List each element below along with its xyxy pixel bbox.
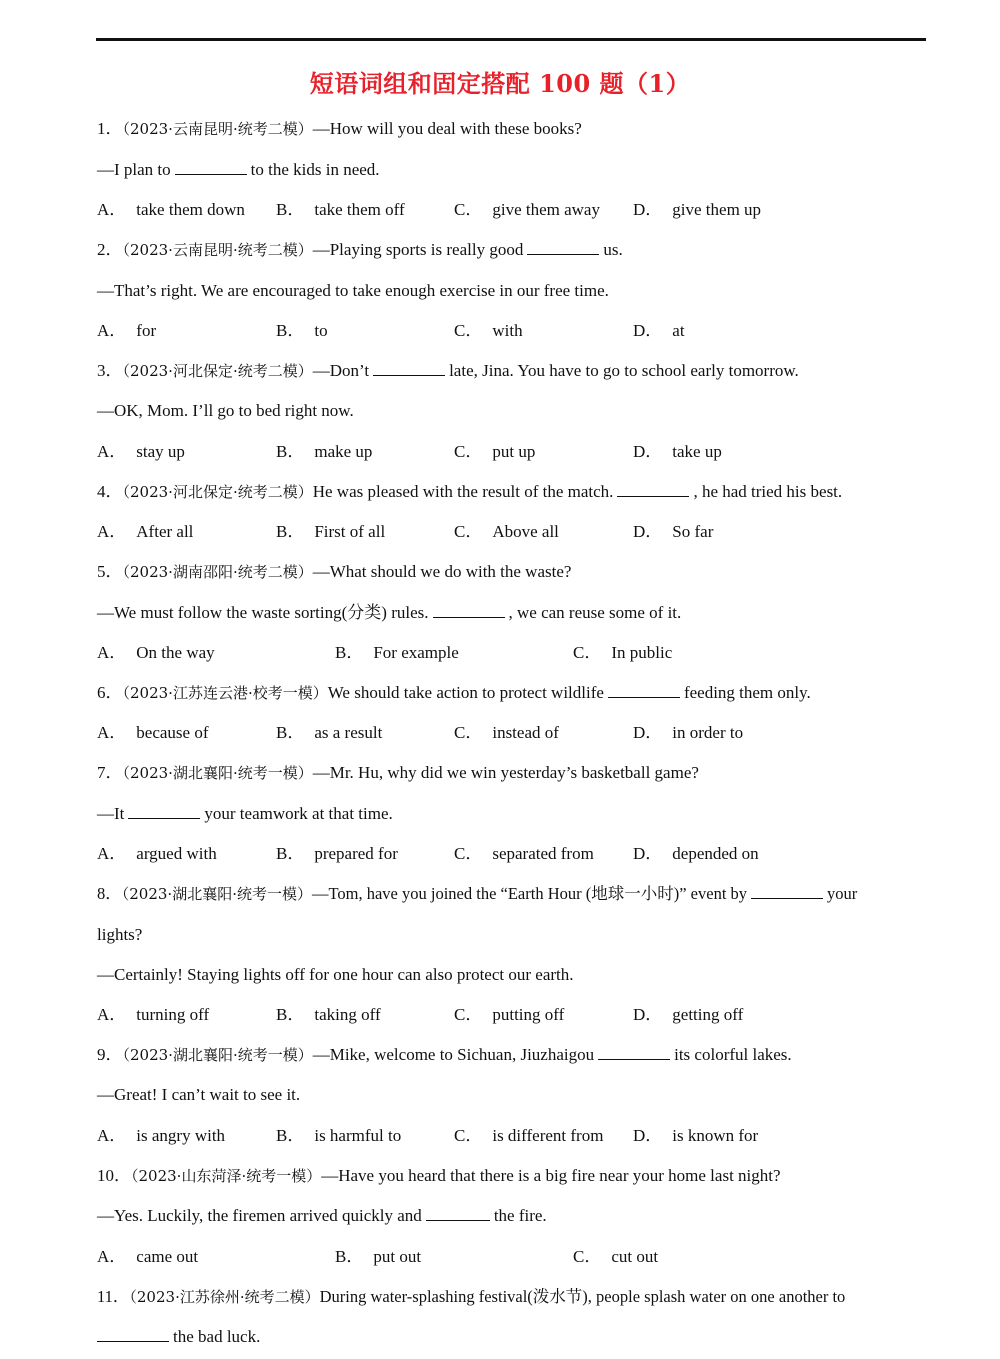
option-c[interactable]: [573, 1246, 658, 1268]
source: （2023·河北保定·统考二模）: [122, 483, 313, 501]
text: After all: [136, 522, 194, 541]
question-2-stem: [97, 239, 623, 261]
stem-before: —What should we do with the waste?: [312, 562, 572, 581]
question-3-stem: [97, 360, 799, 382]
letter: C．: [454, 1126, 483, 1145]
answer-blank[interactable]: [751, 884, 823, 899]
text: as a result: [314, 723, 383, 742]
letter: D．: [633, 321, 663, 340]
line2-before: —Yes. Luckily, the firemen arrived quickly and: [97, 1206, 422, 1225]
num: 6．: [97, 683, 123, 702]
page-title: 短语词组和固定搭配 100 题（1）: [309, 69, 691, 98]
letter: A．: [97, 200, 127, 219]
source: （2023·湖北襄阳·统考一模）: [122, 1046, 313, 1064]
source: （2023·江苏连云港·校考一模）: [122, 684, 328, 702]
stem-after: its colorful lakes.: [674, 1045, 792, 1064]
source: （2023·江苏徐州·统考二模）: [129, 1288, 320, 1306]
option-a[interactable]: [97, 722, 209, 744]
option-c[interactable]: [454, 199, 600, 221]
text: give them away: [492, 200, 600, 219]
option-b[interactable]: [276, 320, 328, 342]
text: taking off: [314, 1005, 381, 1024]
answer-blank[interactable]: [97, 1327, 169, 1342]
letter: D．: [633, 522, 663, 541]
option-d[interactable]: [633, 320, 685, 342]
letter: D．: [633, 442, 663, 461]
question-7-stem: [97, 762, 699, 784]
text: In public: [611, 643, 673, 662]
letter: C．: [454, 200, 483, 219]
option-a[interactable]: [97, 441, 185, 463]
stem-before: —Mr. Hu, why did we win yesterday’s basketball game?: [312, 763, 699, 782]
option-d[interactable]: [633, 722, 743, 744]
stem-before: —Playing sports is really good: [312, 240, 524, 259]
source: （2023·湖北襄阳·统考一模）: [122, 764, 313, 782]
letter: C．: [454, 1005, 483, 1024]
letter: B．: [276, 723, 305, 742]
option-c[interactable]: [454, 722, 559, 744]
option-c[interactable]: [454, 320, 523, 342]
question-4-stem: [97, 481, 842, 503]
letter: A．: [97, 1005, 127, 1024]
stem-after: late, Jina. You have to go to school early tomorrow.: [449, 361, 799, 380]
text: take them off: [314, 200, 405, 219]
line2-after: , we can reuse some of it.: [508, 603, 682, 622]
num: 4．: [97, 482, 123, 501]
stem-after: feeding them only.: [683, 683, 811, 702]
option-c[interactable]: [454, 1004, 564, 1026]
letter: D．: [633, 1005, 663, 1024]
line2-before: —We must follow the waste sorting(分类) rules.: [97, 603, 429, 622]
question-7-line2: [97, 803, 393, 825]
option-a[interactable]: [97, 642, 215, 664]
text: to: [314, 321, 328, 340]
text: take them down: [136, 200, 245, 219]
letter: A．: [97, 522, 127, 541]
text: Above all: [492, 522, 559, 541]
letter: B．: [276, 200, 305, 219]
num: 2．: [97, 240, 123, 259]
num: 1．: [97, 119, 123, 138]
stem-after: us.: [603, 240, 623, 259]
text: putting off: [492, 1005, 565, 1024]
text: put up: [492, 442, 536, 461]
text: For example: [373, 643, 459, 662]
option-d[interactable]: [633, 1004, 743, 1026]
question-8-stem: [97, 883, 857, 905]
letter: A．: [97, 1126, 127, 1145]
num: 9．: [97, 1045, 123, 1064]
option-a[interactable]: [97, 1004, 209, 1026]
letter: D．: [633, 723, 663, 742]
option-d[interactable]: [633, 199, 761, 221]
question-5-line2: [97, 602, 681, 624]
text: take up: [672, 442, 722, 461]
source: （2023·云南昆明·统考二模）: [122, 241, 313, 259]
text: is harmful to: [314, 1126, 402, 1145]
letter: A．: [97, 844, 127, 863]
option-c[interactable]: [454, 441, 535, 463]
option-d[interactable]: [633, 843, 759, 865]
answer-blank[interactable]: [527, 240, 599, 255]
option-b[interactable]: [276, 1004, 381, 1026]
option-a[interactable]: [97, 521, 193, 543]
question-10-line2: [97, 1205, 547, 1227]
letter: A．: [97, 442, 127, 461]
text: in order to: [672, 723, 744, 742]
text: argued with: [136, 844, 217, 863]
letter: B．: [335, 1247, 364, 1266]
option-b[interactable]: [276, 199, 405, 221]
answer-blank[interactable]: [426, 1206, 490, 1221]
text: prepared for: [314, 844, 398, 863]
stem-before: —Tom, have you joined the “Earth Hour (地球一小时)” event by: [311, 884, 748, 903]
source: （2023·湖南邵阳·统考二模）: [122, 563, 313, 581]
answer-blank[interactable]: [598, 1045, 670, 1060]
num: 3．: [97, 361, 123, 380]
text: at: [672, 321, 685, 340]
line2-before: —I plan to: [97, 160, 171, 179]
line2-after: your teamwork at that time.: [204, 804, 393, 823]
option-b[interactable]: [335, 642, 459, 664]
letter: D．: [633, 1126, 663, 1145]
line2-after: to the kids in need.: [250, 160, 380, 179]
option-d[interactable]: [633, 521, 713, 543]
text: instead of: [492, 723, 559, 742]
question-8-line2: —Certainly! Staying lights off for one hour can also protect our earth.: [97, 965, 574, 984]
stem-before: We should take action to protect wildlife: [327, 683, 604, 702]
letter: C．: [454, 723, 483, 742]
question-2-line2: —That’s right. We are encouraged to take enough exercise in our free time.: [97, 281, 609, 300]
source: （2023·云南昆明·统考二模）: [122, 120, 313, 138]
option-a[interactable]: [97, 843, 217, 865]
letter: B．: [276, 522, 305, 541]
text: First of all: [314, 522, 386, 541]
text: with: [492, 321, 523, 340]
letter: B．: [276, 321, 305, 340]
letter: B．: [276, 1005, 305, 1024]
top-rule: [96, 38, 926, 41]
stem-before: He was pleased with the result of the match.: [312, 482, 614, 501]
source: （2023·湖北襄阳·统考一模）: [121, 885, 312, 903]
text: give them up: [672, 200, 762, 219]
question-10-stem: [97, 1165, 781, 1187]
stem-before: —Don’t: [312, 361, 370, 380]
question-3-line2: —OK, Mom. I’ll go to bed right now.: [97, 401, 354, 420]
letter: B．: [276, 442, 305, 461]
option-a[interactable]: [97, 1125, 225, 1147]
text: depended on: [672, 844, 759, 863]
letter: C．: [454, 321, 483, 340]
question-8-wrap: lights?: [97, 925, 143, 944]
answer-blank[interactable]: [617, 482, 689, 497]
text: separated from: [492, 844, 594, 863]
letter: C．: [573, 643, 602, 662]
letter: D．: [633, 200, 663, 219]
stem-after: your: [827, 884, 858, 903]
stem-before: During water-splashing festival(泼水节), people splash water on one another to: [319, 1287, 846, 1306]
question-11-stem: [97, 1286, 845, 1308]
answer-blank[interactable]: [433, 603, 505, 618]
line2-after: the fire.: [493, 1206, 547, 1225]
option-c[interactable]: [454, 521, 559, 543]
answer-blank[interactable]: [373, 361, 445, 376]
option-c[interactable]: [454, 843, 594, 865]
option-b[interactable]: [276, 722, 382, 744]
text: So far: [672, 522, 714, 541]
letter: B．: [335, 643, 364, 662]
letter: A．: [97, 321, 127, 340]
question-11-wrap: [97, 1326, 260, 1348]
text: cut out: [611, 1247, 659, 1266]
stem-before: —Have you heard that there is a big fire near your home last night?: [321, 1166, 781, 1185]
letter: A．: [97, 723, 127, 742]
line-wrap-after: the bad luck.: [173, 1327, 261, 1346]
text: put out: [373, 1247, 422, 1266]
num: 7．: [97, 763, 123, 782]
question-1-line2: [97, 159, 380, 181]
letter: B．: [276, 1126, 305, 1145]
stem-after: , he had tried his best.: [693, 482, 843, 501]
source: （2023·河北保定·统考二模）: [122, 362, 313, 380]
option-b[interactable]: [276, 1125, 401, 1147]
question-5-stem: [97, 561, 571, 583]
stem-before: —How will you deal with these books?: [312, 119, 582, 138]
line2-before: —It: [97, 804, 125, 823]
option-b[interactable]: [276, 521, 385, 543]
option-a[interactable]: [97, 320, 156, 342]
option-a[interactable]: [97, 199, 245, 221]
option-c[interactable]: [454, 1125, 603, 1147]
question-1-stem: [97, 118, 582, 140]
option-d[interactable]: [633, 1125, 758, 1147]
text: make up: [314, 442, 373, 461]
answer-blank[interactable]: [128, 804, 200, 819]
letter: A．: [97, 1247, 127, 1266]
option-b[interactable]: [276, 843, 398, 865]
text: came out: [136, 1247, 199, 1266]
text: stay up: [136, 442, 185, 461]
answer-blank[interactable]: [608, 683, 680, 698]
question-9-stem: [97, 1044, 792, 1066]
text: getting off: [672, 1005, 744, 1024]
num: 11．: [97, 1287, 130, 1306]
answer-blank[interactable]: [175, 160, 247, 175]
num: 8．: [97, 884, 122, 903]
option-b[interactable]: [335, 1246, 421, 1268]
text: because of: [136, 723, 209, 742]
question-6-stem: [97, 682, 811, 704]
text: is angry with: [136, 1126, 226, 1145]
letter: D．: [633, 844, 663, 863]
letter: C．: [454, 442, 483, 461]
option-b[interactable]: [276, 441, 372, 463]
option-c[interactable]: [573, 642, 672, 664]
text: On the way: [136, 643, 215, 662]
letter: C．: [454, 844, 483, 863]
option-d[interactable]: [633, 441, 722, 463]
text: for: [136, 321, 157, 340]
text: is different from: [492, 1126, 604, 1145]
num: 10．: [97, 1166, 131, 1185]
num: 5．: [97, 562, 123, 581]
text: turning off: [136, 1005, 210, 1024]
letter: C．: [454, 522, 483, 541]
stem-before: —Mike, welcome to Sichuan, Jiuzhaigou: [312, 1045, 595, 1064]
letter: B．: [276, 844, 305, 863]
letter: C．: [573, 1247, 602, 1266]
letter: A．: [97, 643, 127, 662]
source: （2023·山东菏泽·统考一模）: [131, 1167, 322, 1185]
question-9-line2: —Great! I can’t wait to see it.: [97, 1085, 301, 1104]
text: is known for: [672, 1126, 759, 1145]
option-a[interactable]: [97, 1246, 198, 1268]
